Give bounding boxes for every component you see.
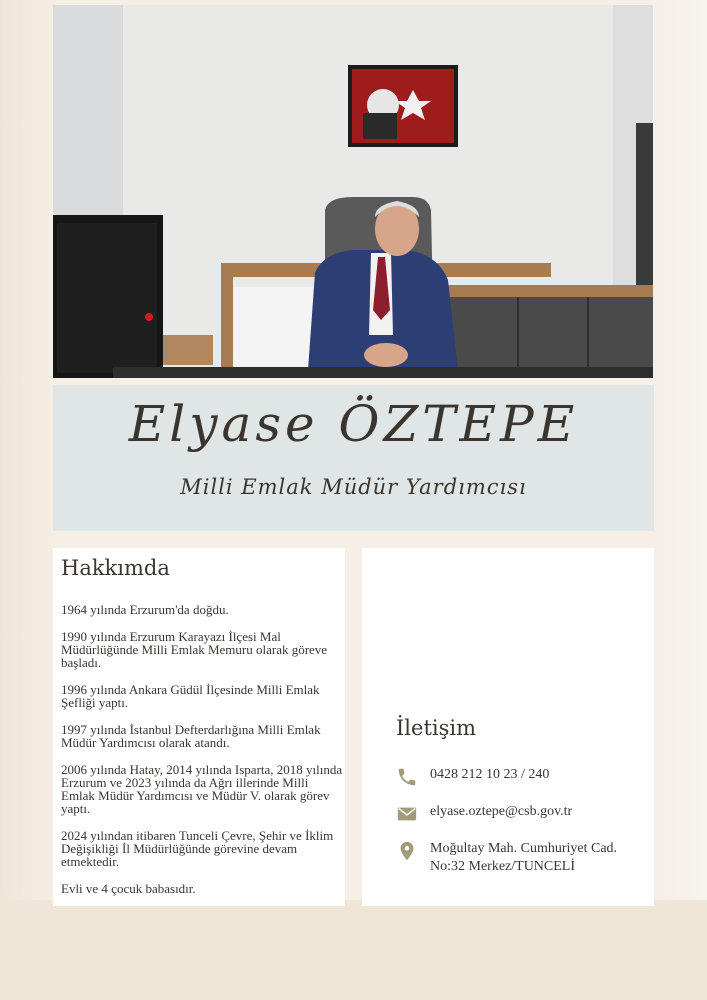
address-line-2: No:32 Merkez/TUNCELİ <box>430 859 576 874</box>
about-paragraph: 2006 yılında Hatay, 2014 yılında Isparta, 2018 yılında Erzurum ve 2023 yılında da Ağrı illerinde Milli Emlak Müdür Yardımcısı ve Müdür V. olarak görev yaptı. <box>61 762 343 816</box>
wall-portrait <box>348 65 458 147</box>
about-paragraph: 1996 yılında Ankara Güdül İlçesinde Milli Emlak Şefliği yaptı. <box>61 682 320 710</box>
paper-texture-right <box>647 0 707 1000</box>
about-paragraph: 2024 yılından itibaren Tunceli Çevre, Şehir ve İklim Değişikliği İl Müdürlüğünde görevine devam etmektedir. <box>61 828 334 869</box>
about-body <box>61 603 343 909</box>
contact-heading: İletişim <box>396 716 477 740</box>
contact-email-row <box>396 803 572 825</box>
paper-texture-bottom <box>0 900 707 1000</box>
address-line-1: Moğultay Mah. Cumhuriyet Cad. <box>430 841 618 856</box>
about-paragraph: 1964 yılında Erzurum'da doğdu. <box>61 602 229 617</box>
about-heading: Hakkımda <box>61 556 170 580</box>
about-paragraph: Evli ve 4 çocuk babasıdır. <box>61 881 196 896</box>
paper-texture-left <box>0 0 60 1000</box>
person-title: Milli Emlak Müdür Yardımcısı <box>180 475 527 499</box>
person-name: Elyase ÖZTEPE <box>128 395 579 453</box>
location-pin-icon <box>396 840 418 862</box>
envelope-icon <box>396 803 418 825</box>
phone-icon <box>396 766 418 788</box>
contact-address-row <box>396 840 617 876</box>
name-banner <box>53 385 654 531</box>
about-paragraph: 1990 yılında Erzurum Karayazı İlçesi Mal Müdürlüğünde Milli Emlak Memuru olarak göreve başladı. <box>61 629 328 670</box>
contact-email[interactable]: elyase.oztepe@csb.gov.tr <box>430 804 573 819</box>
contact-phone[interactable]: 0428 212 10 23 / 240 <box>430 767 550 782</box>
profile-photo <box>53 5 653 378</box>
contact-address <box>430 840 617 876</box>
contact-card <box>362 548 654 906</box>
contact-phone-row <box>396 766 549 788</box>
about-paragraph: 1997 yılında İstanbul Defterdarlığına Milli Emlak Müdür Yardımcısı olarak atandı. <box>61 722 321 750</box>
about-card <box>53 548 345 906</box>
